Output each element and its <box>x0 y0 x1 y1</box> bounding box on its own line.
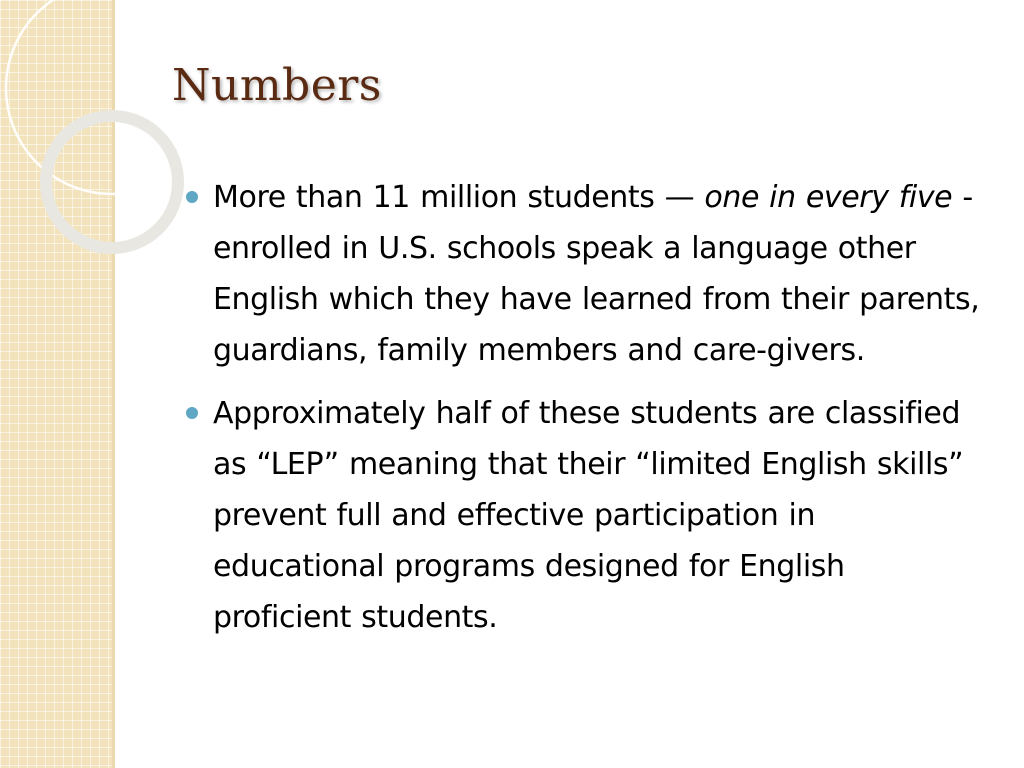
decorative-circle-small <box>46 116 178 248</box>
bullet-item-1 <box>186 172 986 376</box>
slide-title: Numbers <box>172 60 382 111</box>
bullet-1-text-start: More than 11 million students — <box>213 180 705 215</box>
bullet-2-text: Approximately half of these students are classified as “LEP” meaning that their “limited English skills” prevent full and effective participation in educational programs designed for English proficient students. <box>213 396 964 635</box>
bullet-dot-icon <box>186 191 198 203</box>
bullet-1-text-end: - enrolled in U.S. schools speak a language other English which they have learned from their parents, guardians, family members and care-givers. <box>213 180 980 368</box>
bullet-list <box>186 172 986 655</box>
bullet-1-emphasis: one in every five <box>704 180 953 215</box>
bullet-item-2 <box>186 388 986 643</box>
bullet-dot-icon <box>186 407 198 419</box>
